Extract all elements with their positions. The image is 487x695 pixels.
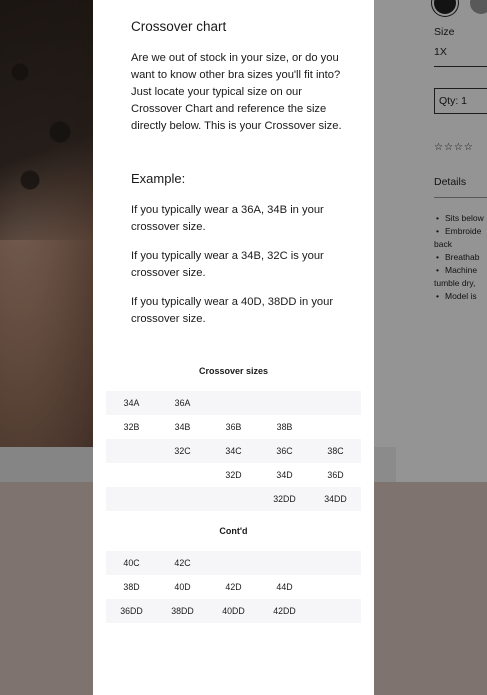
crossover-chart-modal — [93, 0, 374, 695]
table-row — [106, 551, 361, 575]
example-text: If you typically wear a 36A, 34B in your crossover size. — [131, 204, 324, 233]
modal-title: Crossover chart — [131, 19, 227, 34]
details-item: • Model is — [434, 290, 487, 303]
details-tab[interactable]: Details — [434, 176, 467, 188]
table-cell: 38DD — [171, 606, 194, 616]
table-cell: 36DD — [120, 606, 143, 616]
table-cell: 36D — [327, 470, 344, 480]
table-row — [106, 391, 361, 415]
details-item-cont: back — [434, 239, 452, 249]
table-cell: 40D — [174, 582, 191, 592]
crossover-sizes-table — [106, 391, 361, 511]
table-cell: 38D — [123, 582, 140, 592]
details-item: • Breathab — [434, 251, 487, 264]
rating-stars[interactable]: ☆☆☆☆ — [434, 142, 474, 153]
table-cell: 32B — [123, 422, 140, 432]
table-cell: 34A — [123, 398, 140, 408]
table-row — [106, 463, 361, 487]
table-cell: 36A — [174, 398, 191, 408]
table-cell: 40C — [123, 558, 140, 568]
size-label: Size — [434, 26, 455, 38]
table-cell: 36B — [225, 422, 242, 432]
table-cell: 44D — [276, 582, 293, 592]
details-item-cont: tumble dry, — [434, 278, 476, 288]
table-cell: 32C — [174, 446, 191, 456]
details-item: • Sits below — [434, 212, 487, 225]
details-item: • Embroide — [434, 225, 487, 238]
table-cell: 34DD — [324, 494, 347, 504]
contd-sizes-table — [106, 551, 361, 623]
table-cell: 42DD — [273, 606, 296, 616]
table-cell: 34C — [225, 446, 242, 456]
table-cell: 32D — [225, 470, 242, 480]
table-cell: 34B — [174, 422, 191, 432]
table-row — [106, 575, 361, 599]
table-cell: 38B — [276, 422, 293, 432]
table-cell: 34D — [276, 470, 293, 480]
intro-text: Are we out of stock in your size, or do you want to know other bra sizes you'll fit into? Just locate your typical size on our Crossover Chart and reference the size directly below. This is your Crossover size. — [131, 52, 342, 132]
size-select[interactable]: 1X — [434, 46, 447, 58]
contd-heading: Cont'd — [219, 526, 248, 536]
example-text: If you typically wear a 34B, 32C is your crossover size. — [131, 250, 324, 279]
table-cell: 42C — [174, 558, 191, 568]
table-row — [106, 415, 361, 439]
example-text: If you typically wear a 40D, 38DD in your crossover size. — [131, 296, 334, 325]
table-row — [106, 439, 361, 463]
crossover-sizes-heading: Crossover sizes — [198, 366, 269, 376]
table-cell: 42D — [225, 582, 242, 592]
table-cell: 36C — [276, 446, 293, 456]
table-row — [106, 599, 361, 623]
details-item: • Machine — [434, 264, 487, 277]
table-cell: 38C — [327, 446, 344, 456]
table-row — [106, 487, 361, 511]
example-heading: Example: — [131, 171, 186, 186]
table-cell: 32DD — [273, 494, 296, 504]
quantity-select[interactable]: Qty: 1 — [434, 88, 487, 114]
table-cell: 40DD — [222, 606, 245, 616]
